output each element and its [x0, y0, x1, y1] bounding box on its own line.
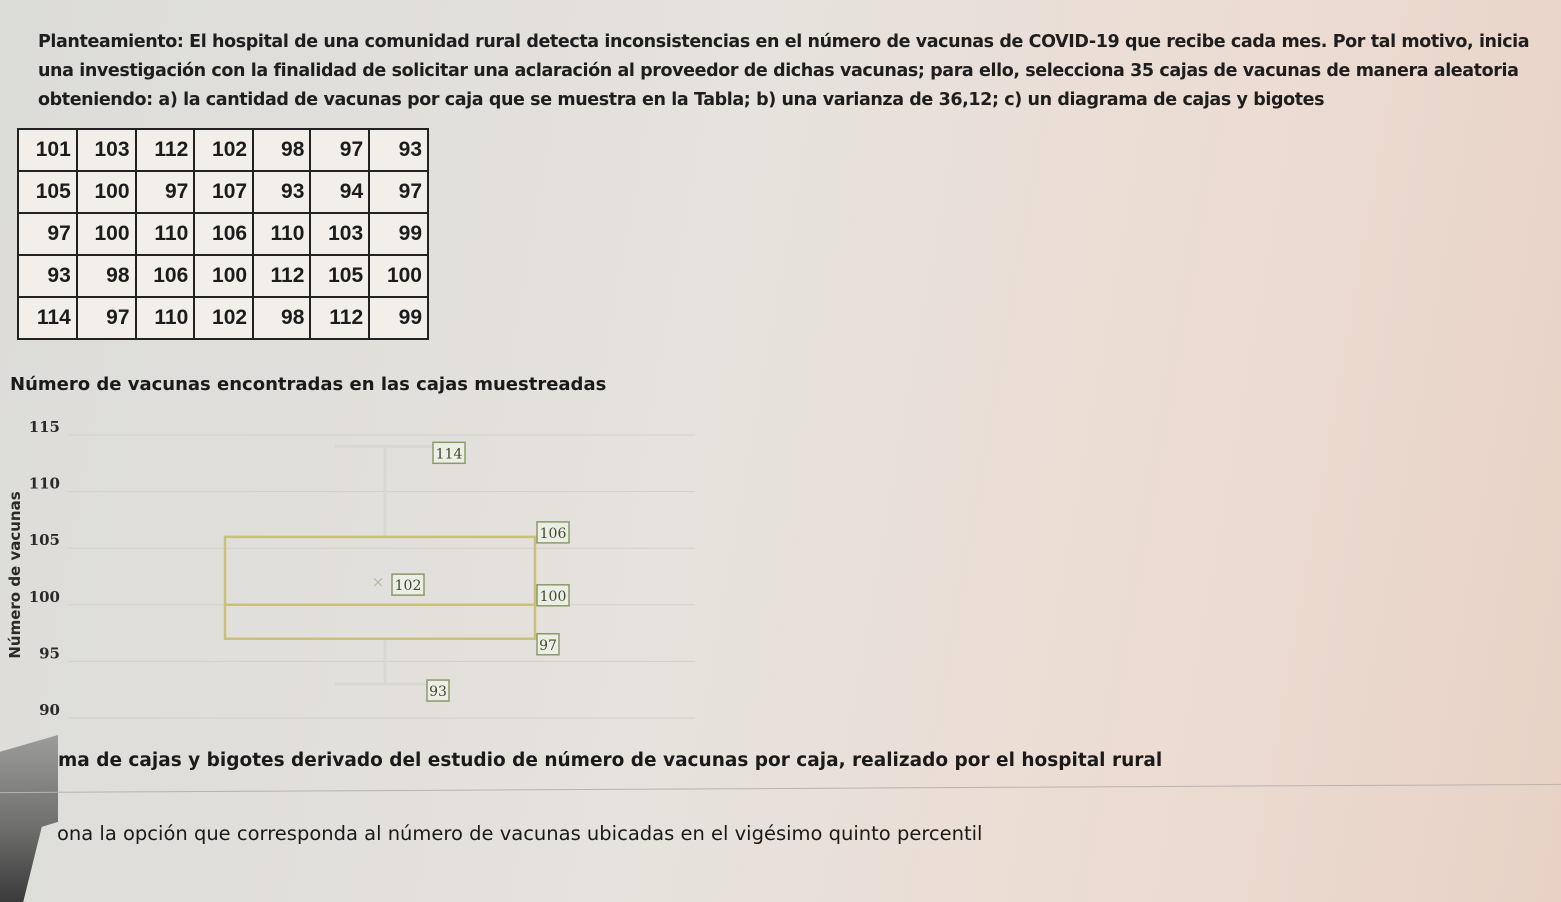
table-cell: 100 [77, 213, 136, 255]
value-label [433, 442, 465, 463]
table-cell: 112 [253, 255, 310, 297]
table-cell: 102 [194, 129, 253, 171]
table-cell: 97 [18, 213, 77, 255]
value-label [392, 574, 424, 595]
figure-caption: ma de cajas y bigotes derivado del estudio de número de vacunas por caja, realizado por el hospital rural [58, 750, 1163, 771]
table-cell: 98 [253, 129, 310, 171]
table-cell: 97 [369, 171, 428, 213]
table-cell: 97 [310, 129, 369, 171]
value-label-text: 100 [539, 588, 567, 605]
table-cell: 93 [253, 171, 310, 213]
value-label [537, 585, 569, 606]
photo-edge-shadow [0, 735, 58, 902]
data-table [17, 128, 429, 340]
table-cell: 105 [310, 255, 369, 297]
table-row [18, 255, 428, 297]
box-plot-chart [0, 400, 700, 730]
question-text: ona la opción que corresponda al número de vacunas ubicadas en el vigésimo quinto percentil [57, 822, 983, 845]
table-cell: 98 [253, 297, 310, 339]
table-row [18, 213, 428, 255]
value-label-text: 97 [539, 637, 557, 654]
value-label-text: 106 [539, 525, 567, 542]
table-cell: 110 [253, 213, 310, 255]
table-cell: 107 [194, 171, 253, 213]
table-row [18, 129, 428, 171]
table-cell: 99 [369, 213, 428, 255]
table-cell: 106 [136, 255, 195, 297]
table-cell: 112 [136, 129, 195, 171]
table-cell: 93 [369, 129, 428, 171]
value-label [427, 680, 449, 701]
value-label-text: 114 [435, 446, 463, 463]
value-label-text: 102 [394, 578, 422, 595]
table-cell: 98 [77, 255, 136, 297]
table-cell: 103 [77, 129, 136, 171]
problem-statement: Planteamiento: El hospital de una comunidad rural detecta inconsistencias en el número de vacunas de COVID-19 que recibe cada mes. Por tal motivo, inicia una investigación con la finalidad de solicitar una aclaración al proveedor de dichas vacunas; para ello, selecciona 35 cajas de vacunas de manera aleatoria obteniendo: a) la cantidad de vacunas por caja que se muestra en la Tabla; b) una varianza de 36,12; c) un diagrama de cajas y bigotes [38, 32, 1530, 110]
table-cell: 100 [194, 255, 253, 297]
value-label-text: 93 [429, 684, 447, 701]
value-label [537, 634, 559, 655]
y-tick-label: 90 [39, 701, 60, 719]
table-cell: 102 [194, 297, 253, 339]
chart-title: Número de vacunas encontradas en las cajas muestreadas [10, 374, 607, 395]
table-row [18, 171, 428, 213]
table-cell: 112 [310, 297, 369, 339]
table-cell: 110 [136, 213, 195, 255]
table-cell: 106 [194, 213, 253, 255]
table-cell: 100 [369, 255, 428, 297]
table-cell: 99 [369, 297, 428, 339]
table-cell: 97 [136, 171, 195, 213]
table-cell: 93 [18, 255, 77, 297]
y-tick-label: 105 [28, 531, 60, 550]
table-cell: 110 [136, 297, 195, 339]
table-row [18, 297, 428, 339]
table-cell: 101 [18, 129, 77, 171]
y-tick-label: 115 [28, 418, 60, 436]
table-cell: 103 [310, 213, 369, 255]
y-axis-label: Número de vacunas [6, 491, 24, 659]
y-tick-label: 95 [39, 644, 60, 663]
table-cell: 105 [18, 171, 77, 213]
table-cell: 97 [77, 297, 136, 339]
mean-marker: × [371, 573, 385, 592]
value-label [537, 522, 569, 543]
divider [0, 784, 1561, 793]
table-cell: 114 [18, 297, 77, 339]
table-cell: 100 [77, 171, 136, 213]
table-cell: 94 [310, 171, 369, 213]
y-tick-label: 110 [28, 474, 60, 493]
y-tick-label: 100 [28, 587, 60, 606]
